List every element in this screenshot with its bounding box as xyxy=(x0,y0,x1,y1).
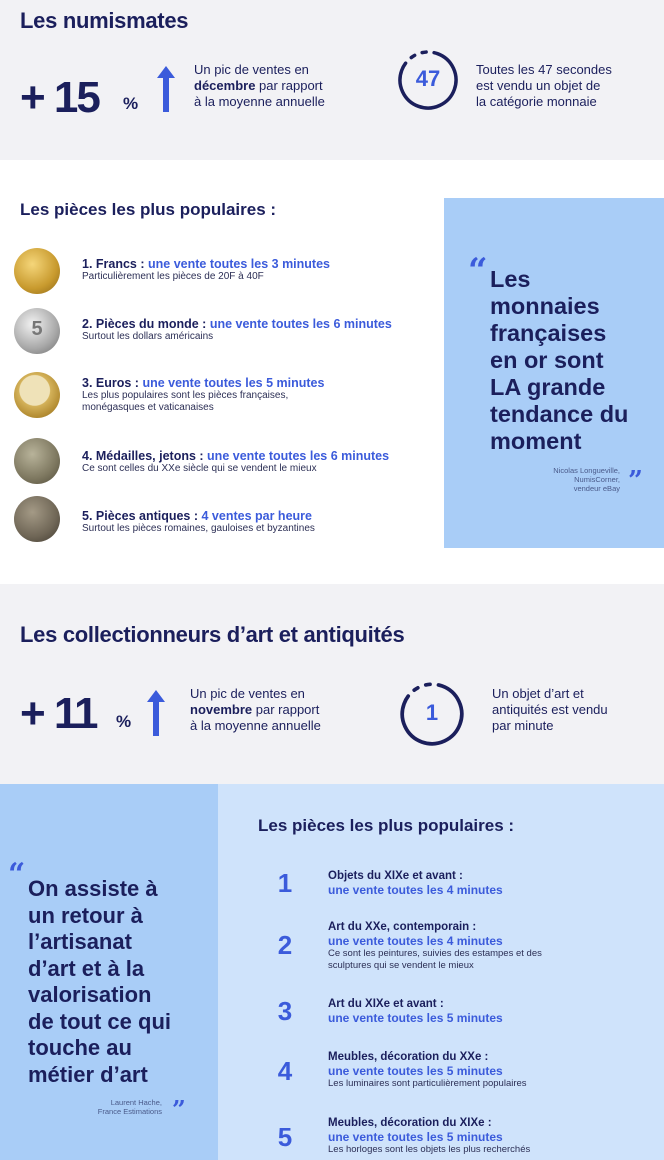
quote-author-line3: vendeur eBay xyxy=(573,484,620,493)
art-quote-line-4: d’art et à la xyxy=(28,955,145,981)
quote-line-6: tendance du xyxy=(490,401,629,427)
art-minute-line2: antiquités est vendu xyxy=(492,702,608,717)
art-item-4-sub: Les luminaires sont particulièrement populaires xyxy=(328,1078,527,1089)
art-item-4-highlight: une vente toutes les 5 minutes xyxy=(328,1064,503,1078)
numismates-title: Les numismates xyxy=(20,8,189,33)
art-quote-line-8: métier d’art xyxy=(28,1061,148,1087)
numismates-growth-line1: Un pic de ventes en xyxy=(194,62,309,77)
numismates-seconds-line2: est vendu un objet de xyxy=(476,78,601,93)
coin-item-5-highlight: 4 ventes par heure xyxy=(201,509,312,523)
coin-item-1-highlight: une vente toutes les 3 minutes xyxy=(148,257,330,271)
art-rank-4: 4 xyxy=(277,1056,293,1086)
art-item-5-highlight: une vente toutes les 5 minutes xyxy=(328,1130,503,1144)
numismates-peak-month: décembre xyxy=(194,78,256,93)
coin-five-glyph: 5 xyxy=(31,318,43,340)
coin-item-1 xyxy=(82,257,330,283)
coin-item-2-highlight: une vente toutes les 6 minutes xyxy=(209,317,392,331)
coin-item-4-highlight: une vente toutes les 6 minutes xyxy=(207,449,390,463)
art-minute-text xyxy=(492,686,652,734)
art-item-1-highlight: une vente toutes les 4 minutes xyxy=(328,883,503,897)
coin-item-4-label: 4. Médailles, jetons : xyxy=(82,449,208,463)
art-quote-line-6: de tout ce qui xyxy=(28,1008,171,1034)
art-quote-line-2: un retour à xyxy=(28,902,143,928)
numismates-quote-author xyxy=(500,466,620,493)
art-item-3-highlight: une vente toutes les 5 minutes xyxy=(328,1011,503,1025)
quote-author-line2: NumisCorner, xyxy=(574,475,620,484)
quote-line-3: françaises xyxy=(490,320,607,346)
art-quote-author-line2: France Estimations xyxy=(97,1107,162,1116)
antique-coin-image xyxy=(14,496,60,542)
quote-line-4: en or sont xyxy=(490,347,604,373)
art-item-2-highlight: une vente toutes les 4 minutes xyxy=(328,934,503,948)
art-item-1-title: Objets du XIXe et avant : xyxy=(328,870,463,882)
coin-item-5 xyxy=(82,509,315,535)
art-rank-3: 3 xyxy=(277,996,293,1026)
art-quote-author-line1: Laurent Hache, xyxy=(110,1098,162,1107)
art-minute-line3: par minute xyxy=(492,718,554,733)
art-item-1 xyxy=(328,869,503,897)
art-growth-text xyxy=(190,686,380,734)
coin-item-3-sub2: monégasques et vaticanaises xyxy=(82,402,214,413)
numismates-seconds-text xyxy=(476,62,656,110)
silver-world-coin-image xyxy=(14,308,60,354)
coin-item-4-sub: Ce sont celles du XXe siècle qui se vendent le mieux xyxy=(82,463,317,474)
art-item-3 xyxy=(328,997,503,1025)
quote-author-line1: Nicolas Longueville, xyxy=(553,466,620,475)
coin-item-3-label: 3. Euros : xyxy=(82,376,143,390)
art-item-5-title: Meubles, décoration du XIXe : xyxy=(328,1117,492,1129)
art-item-4-title: Meubles, décoration du XXe : xyxy=(328,1051,489,1063)
coin-item-5-label: 5. Pièces antiques : xyxy=(82,509,202,523)
art-growth-line3: à la moyenne annuelle xyxy=(190,718,321,733)
art-item-5 xyxy=(328,1116,530,1156)
coin-item-2-sub: Surtout les dollars américains xyxy=(82,331,214,342)
close-quote-icon: ” xyxy=(628,466,643,496)
numismates-growth-line3: à la moyenne annuelle xyxy=(194,94,325,109)
art-rank-2: 2 xyxy=(277,930,293,960)
art-quote-line-3: l’artisanat xyxy=(28,929,132,954)
euro-coin-image xyxy=(14,372,60,418)
art-growth-line2-rest: par rapport xyxy=(252,702,320,717)
coin-item-4 xyxy=(82,449,389,475)
art-item-2 xyxy=(328,920,542,972)
coin-item-2 xyxy=(82,317,392,343)
open-quote-icon: “ xyxy=(468,251,488,291)
art-minute-number: 1 xyxy=(425,700,439,725)
numismates-growth-text xyxy=(194,62,384,110)
art-peak-month: novembre xyxy=(190,702,253,717)
quote-line-2: monnaies xyxy=(490,293,600,319)
numismates-growth-line2-rest: par rapport xyxy=(255,78,323,93)
art-quote-line-7: touche au xyxy=(28,1035,132,1060)
coin-item-5-sub: Surtout les pièces romaines, gauloises et byzantines xyxy=(82,523,315,534)
art-growth-line2 xyxy=(190,702,380,718)
quote-line-5: LA grande xyxy=(490,374,606,400)
art-growth-line1: Un pic de ventes en xyxy=(190,686,305,701)
art-growth-number: + 11 xyxy=(20,689,97,738)
art-section xyxy=(0,584,664,784)
art-minute-line1: Un objet d’art et xyxy=(492,686,584,701)
open-quote-icon: “ xyxy=(8,857,26,892)
art-item-4 xyxy=(328,1050,527,1090)
art-quote-text xyxy=(28,876,216,1088)
arrow-up-icon xyxy=(146,690,166,736)
art-rank-5: 5 xyxy=(277,1122,293,1152)
art-item-2-sub2: sculptures qui se vendent le mieux xyxy=(328,960,474,971)
art-quote-line-5: valorisation xyxy=(28,982,152,1007)
numismates-seconds-line1: Toutes les 47 secondes xyxy=(476,62,612,77)
coins-title: Les pièces les plus populaires : xyxy=(20,200,277,219)
numismates-quote-text xyxy=(490,266,660,455)
coin-item-1-label: 1. Francs : xyxy=(82,257,148,271)
art-growth-unit: % xyxy=(116,712,132,731)
art-quote-author xyxy=(50,1098,162,1116)
art-pieces-title: Les pièces les plus populaires : xyxy=(258,816,515,835)
coin-item-3 xyxy=(82,376,324,414)
numismates-growth-line2 xyxy=(194,78,384,94)
gold-franc-coin-image xyxy=(14,248,60,294)
medal-token-image xyxy=(14,438,60,484)
art-item-2-sub1: Ce sont les peintures, suivies des estampes et des xyxy=(328,948,542,959)
coin-item-3-sub1: Les plus populaires sont les pièces françaises, xyxy=(82,390,289,401)
art-item-3-title: Art du XIXe et avant : xyxy=(328,998,444,1010)
art-item-2-title: Art du XXe, contemporain : xyxy=(328,921,477,933)
quote-line-1: Les xyxy=(490,266,531,292)
coin-item-3-highlight: une vente toutes les 5 minutes xyxy=(142,376,325,390)
numismates-seconds-number: 47 xyxy=(415,66,441,91)
numismates-seconds-line3: la catégorie monnaie xyxy=(476,94,597,109)
numismates-growth-number: + 15 xyxy=(20,73,99,122)
arrow-up-icon xyxy=(156,66,176,112)
quote-line-7: moment xyxy=(490,428,582,454)
numismates-growth-unit: % xyxy=(123,94,139,113)
art-title: Les collectionneurs d’art et antiquités xyxy=(20,622,405,647)
coin-item-1-sub: Particulièrement les pièces de 20F à 40F xyxy=(82,271,264,282)
art-rank-1: 1 xyxy=(277,868,293,898)
art-quote-line-1: On assiste à xyxy=(28,876,158,901)
coin-item-2-label: 2. Pièces du monde : xyxy=(82,317,210,331)
close-quote-icon: ” xyxy=(172,1095,186,1124)
art-item-5-sub: Les horloges sont les objets les plus recherchés xyxy=(328,1144,531,1155)
